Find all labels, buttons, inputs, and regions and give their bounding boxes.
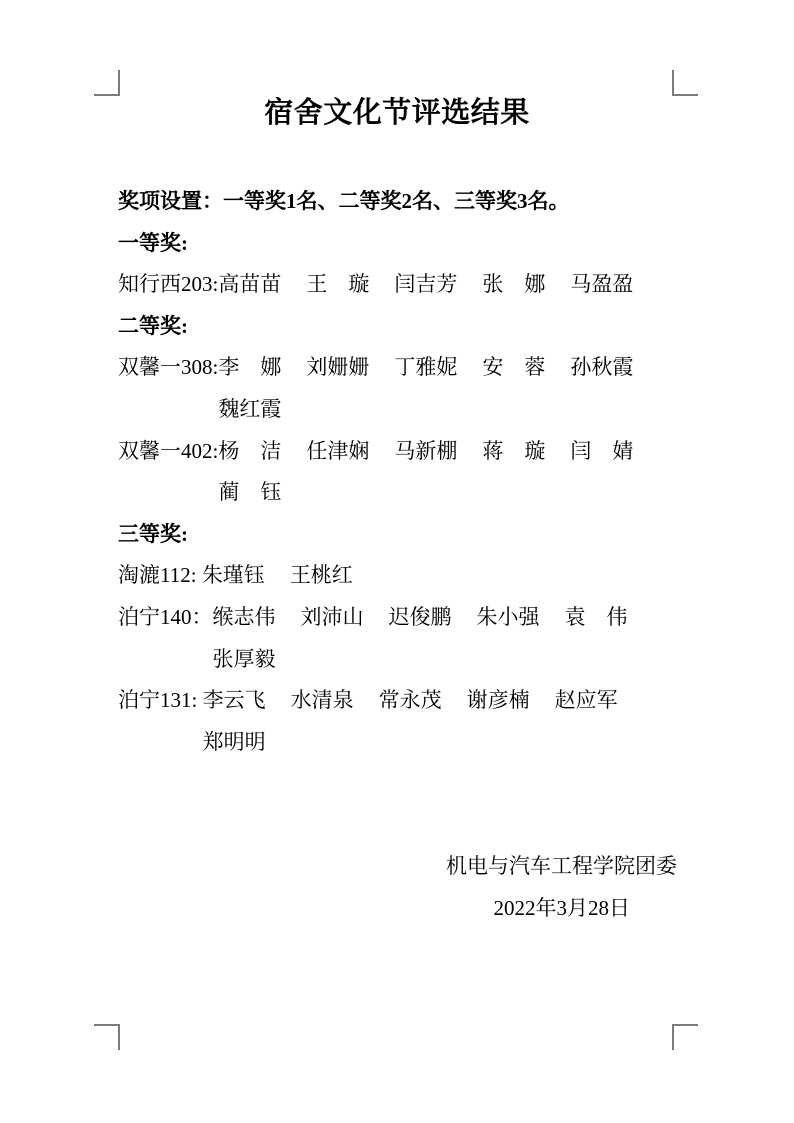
entry-row: [118, 431, 676, 514]
page-title: 宿舍文化节评选结果: [264, 97, 530, 129]
winner-name: 李云飞: [202, 688, 266, 713]
winner-names: [203, 680, 676, 763]
winner-name: 李 娜: [218, 355, 282, 380]
entry-row: [118, 680, 676, 763]
room-label: 双馨一308:: [118, 355, 219, 380]
room-label: 淘漉112:: [118, 563, 202, 588]
entry-row: [118, 555, 676, 597]
winner-name: 水清泉: [290, 688, 354, 713]
margin-mark-bottom-left-icon: [94, 1024, 120, 1050]
signature-date: 2022年3月28日: [493, 895, 630, 920]
signature-organization: 机电与汽车工程学院团委: [446, 854, 677, 878]
winner-name: 朱瑾钰: [201, 563, 265, 588]
winner-name: 杨 洁: [218, 438, 282, 463]
winner-name: 闫吉芳: [394, 272, 458, 297]
winner-names: [218, 347, 676, 430]
room-label: 泊宁140：: [118, 604, 213, 629]
winner-name: 蔺 钰: [218, 480, 282, 505]
winner-name: 魏红霞: [218, 396, 282, 421]
winner-name: 袁 伟: [564, 604, 628, 629]
winner-name: 刘姗姗: [306, 355, 370, 380]
winner-name: 蒋 璇: [482, 438, 546, 463]
signature-block: [118, 846, 677, 929]
winner-names: [218, 264, 676, 306]
winner-names: [218, 431, 676, 514]
entry-row: [118, 347, 676, 430]
winner-name: 闫 婧: [570, 438, 634, 463]
winner-name: 迟俊鹏: [388, 604, 452, 629]
margin-mark-bottom-right-icon: [672, 1024, 698, 1050]
margin-mark-top-left-icon: [94, 70, 120, 96]
section-heading-first-prize: 一等奖:: [118, 230, 188, 255]
award-setup-line: 奖项设置：一等奖1名、二等奖2名、三等奖3名。: [118, 189, 570, 213]
section-heading-third-prize: 三等奖:: [118, 521, 188, 546]
winner-name: 赵应军: [554, 688, 618, 713]
winner-name: 孙秋霞: [570, 355, 634, 380]
winner-name: 丁雅妮: [394, 355, 458, 380]
winner-name: 常永茂: [378, 688, 442, 713]
room-label: 泊宁131:: [118, 688, 203, 713]
winner-name: 安 蓉: [482, 355, 546, 380]
winner-name: 张 娜: [482, 272, 546, 297]
winner-name: 马盈盈: [570, 272, 634, 297]
winner-name: 谢彦楠: [466, 688, 530, 713]
winner-names: [202, 555, 676, 597]
entry-row: [118, 264, 676, 306]
winner-name: 任津娴: [306, 438, 370, 463]
winner-name: 缑志伟: [212, 604, 276, 629]
document-body: [118, 0, 676, 763]
winner-name: 郑明明: [202, 729, 266, 754]
room-label: 知行西203:: [118, 272, 219, 297]
section-heading-second-prize: 二等奖:: [118, 313, 188, 338]
winner-name: 王桃红: [289, 563, 353, 588]
winner-name: 高苗苗: [218, 272, 282, 297]
winner-name: 马新棚: [394, 438, 458, 463]
winner-names: [213, 597, 677, 680]
entry-row: [118, 597, 676, 680]
winner-name: 张厚毅: [212, 646, 276, 671]
winner-name: 王 璇: [306, 272, 370, 297]
room-label: 双馨一402:: [118, 438, 219, 463]
winner-name: 朱小强: [476, 604, 540, 629]
winner-name: 刘沛山: [300, 604, 364, 629]
